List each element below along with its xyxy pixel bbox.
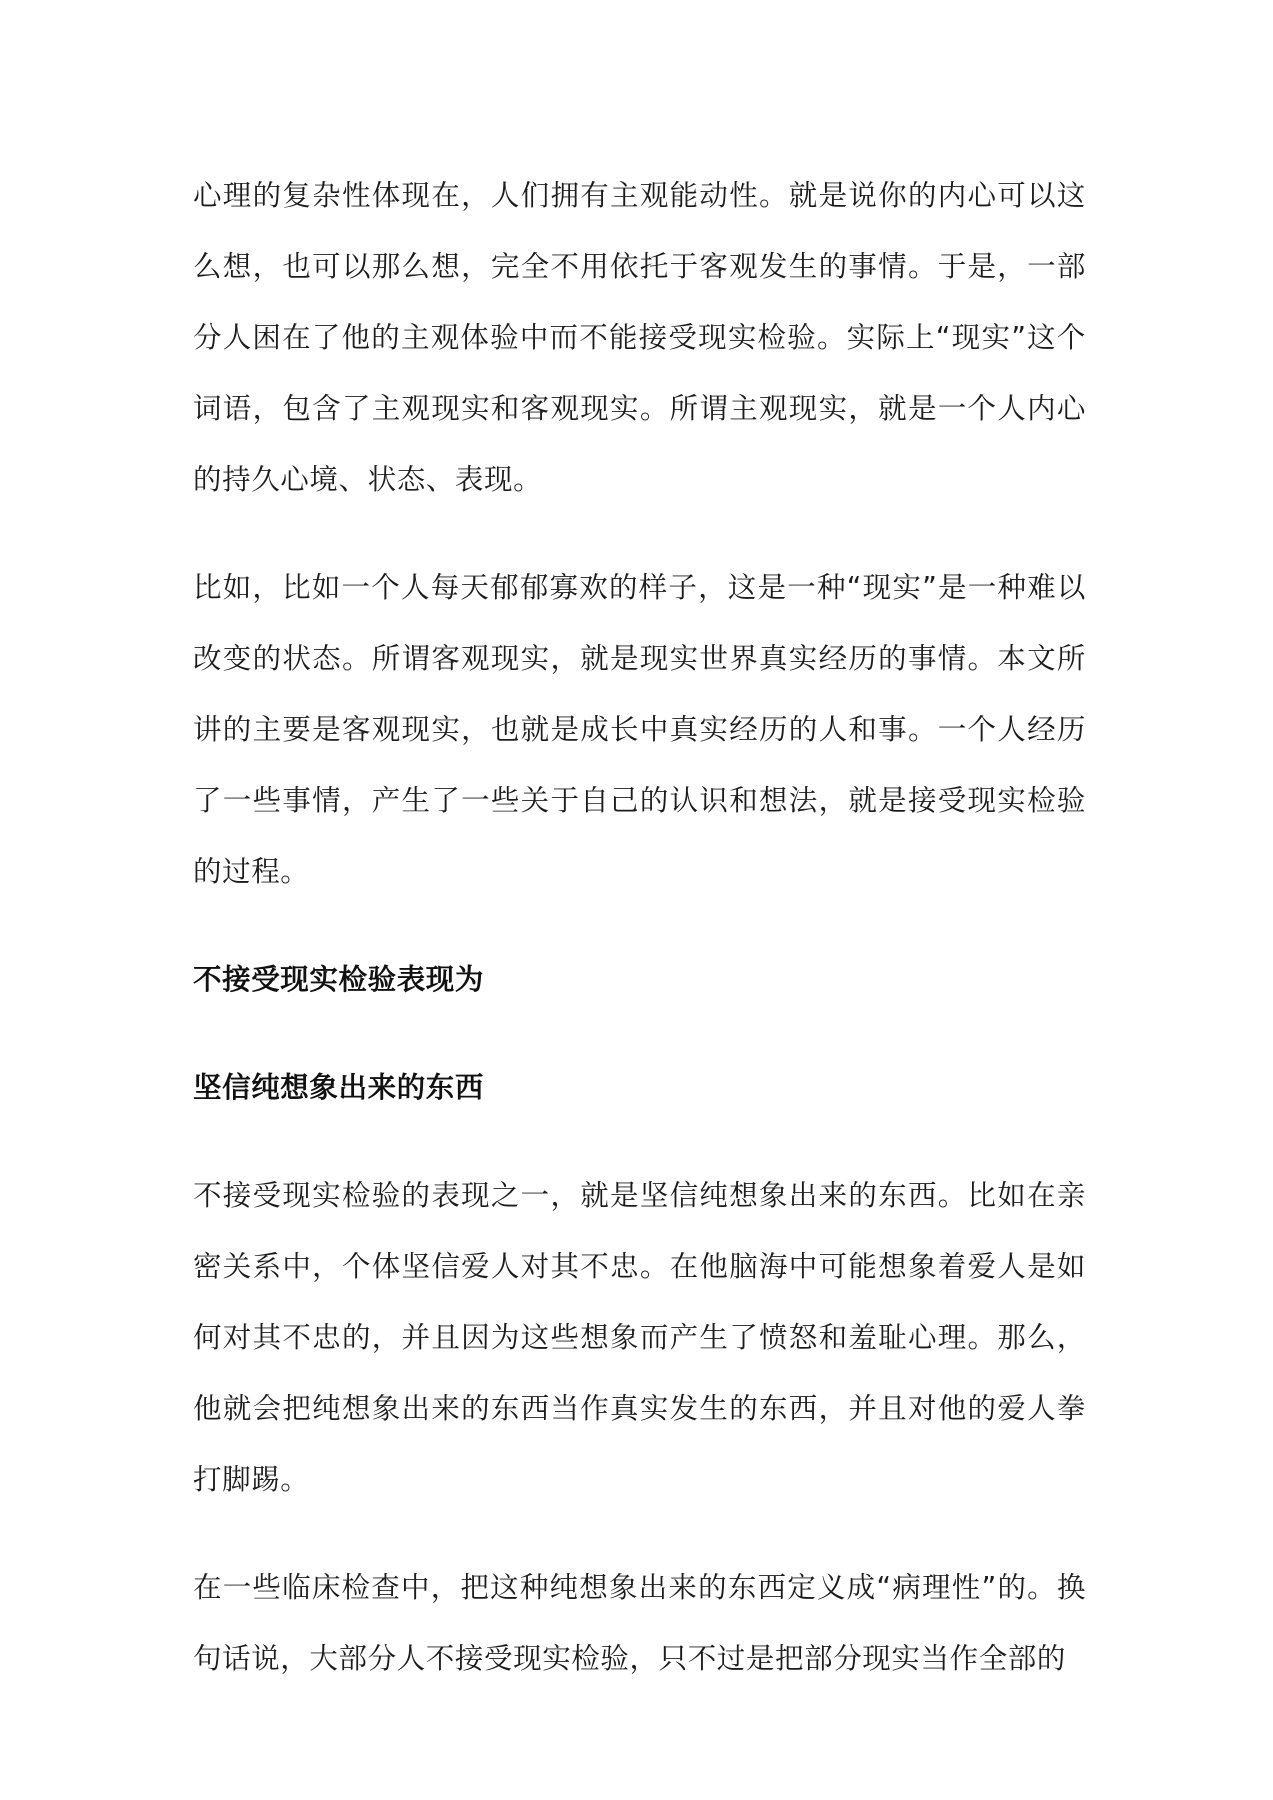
paragraph-subjective-reality: 心理的复杂性体现在，人们拥有主观能动性。就是说你的内心可以这么想，也可以那么想，完全不用依托于客观发生的事情。于是，一部分人困在了他的主观体验中而不能接受现实检验。实际上“现实”这个词语，包含了主观现实和客观现实。所谓主观现实，就是一个人内心的持久心境、状态、表现。 bbox=[193, 179, 1086, 496]
paragraph-gap bbox=[193, 515, 1086, 552]
document-body bbox=[193, 160, 1086, 1694]
paragraph-imagined-belief: 不接受现实检验的表现之一，就是坚信纯想象出来的东西。比如在亲密关系中，个体坚信爱人对其不忠。在他脑海中可能想象着爱人是如何对其不忠的，并且因为这些想象而产生了愤怒和羞耻心理。那么，他就会把纯想象出来的东西当作真实发生的东西，并且对他的爱人拳打脚踢。 bbox=[193, 1179, 1086, 1496]
paragraph-gap bbox=[193, 1015, 1086, 1052]
paragraph-gap bbox=[193, 907, 1086, 944]
paragraph-objective-reality: 比如，比如一个人每天郁郁寡欢的样子，这是一种“现实”是一种难以改变的状态。所谓客观现实，就是现实世界真实经历的事情。本文所讲的主要是客观现实，也就是成长中真实经历的人和事。一个人经历了一些事情，产生了一些关于自己的认识和想法，就是接受现实检验的过程。 bbox=[193, 571, 1086, 888]
subsection-heading: 坚信纯想象出来的东西 bbox=[193, 1071, 485, 1104]
section-heading: 不接受现实检验表现为 bbox=[193, 963, 485, 996]
paragraph-gap bbox=[193, 1515, 1086, 1552]
paragraph-gap bbox=[193, 1123, 1086, 1160]
paragraph-clinical-definition: 在一些临床检查中，把这种纯想象出来的东西定义成“病理性”的。换句话说，大部分人不接受现实检验，只不过是把部分现实当作全部的 bbox=[193, 1571, 1086, 1675]
